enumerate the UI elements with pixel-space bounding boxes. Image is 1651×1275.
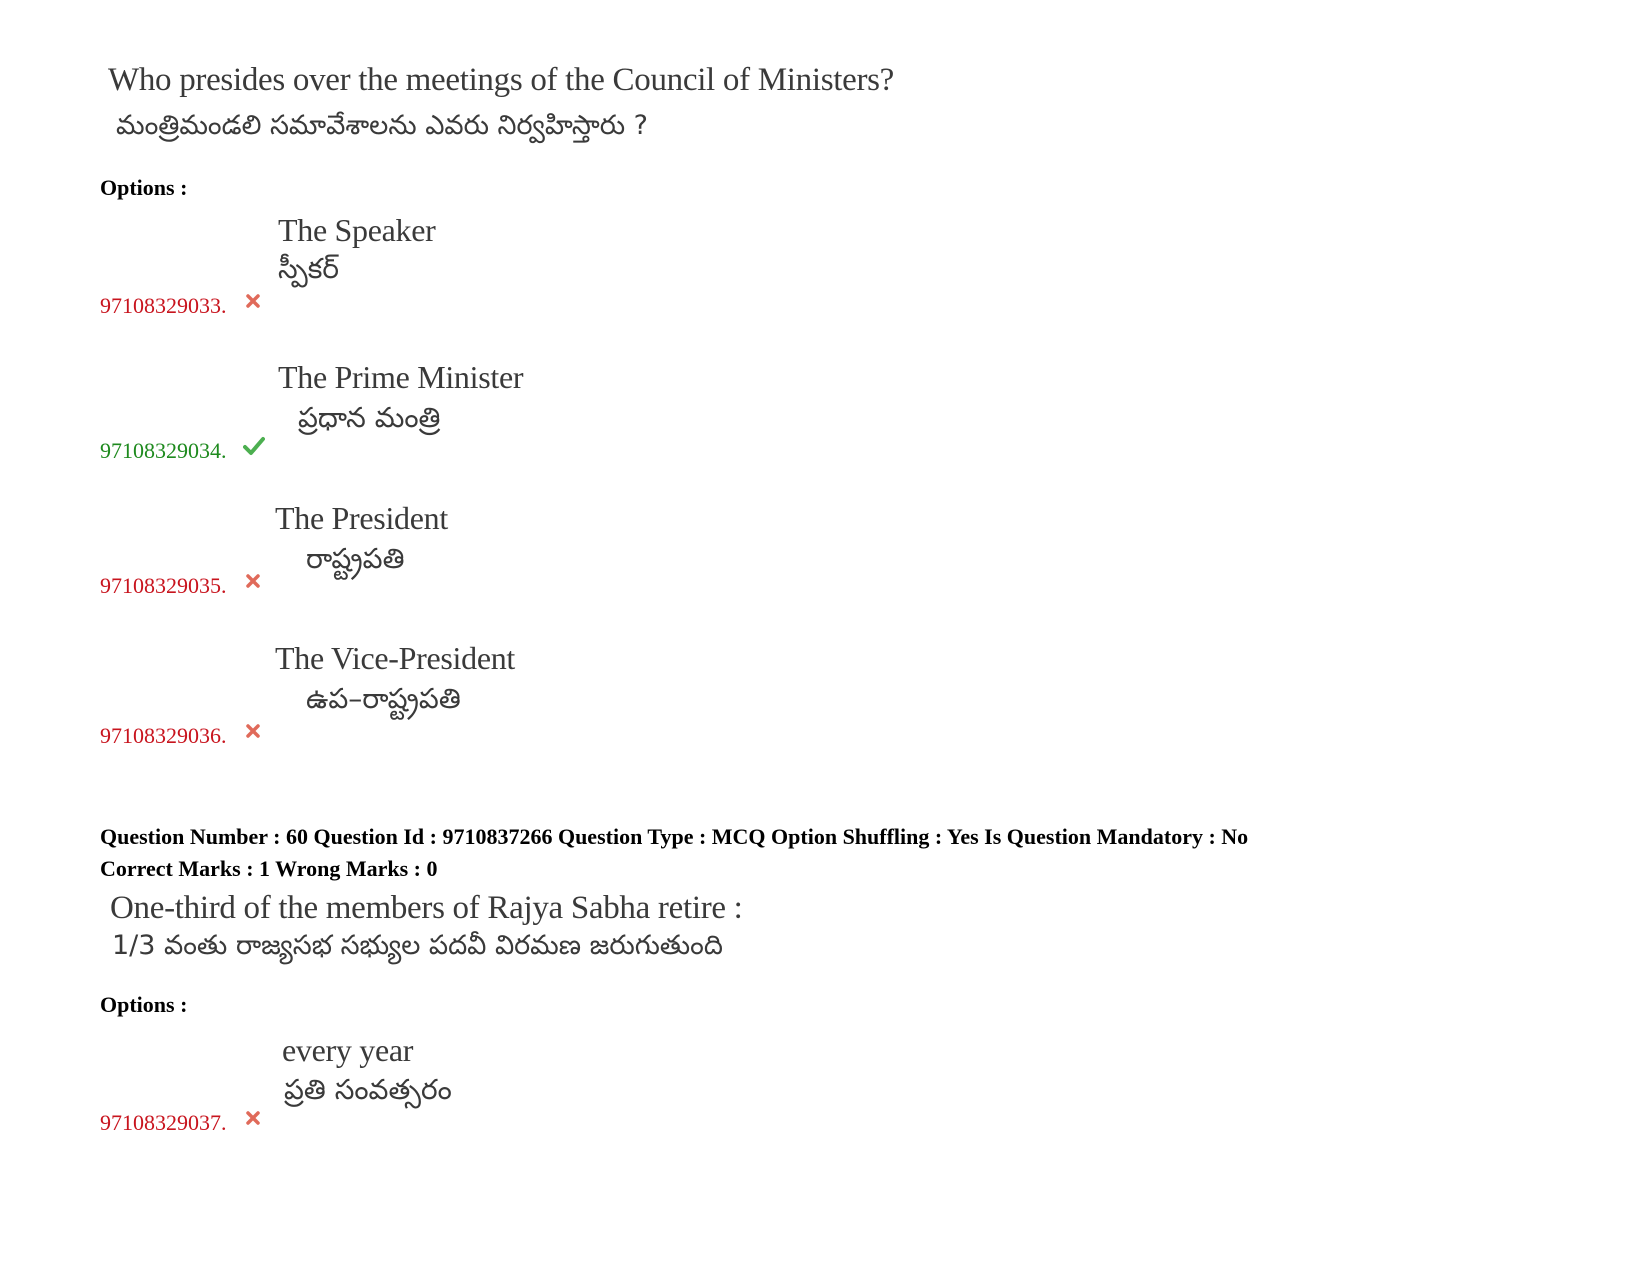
option-text-en: The Speaker — [278, 212, 436, 248]
option-id: 97108329034. — [100, 438, 227, 463]
question-text-en: One-third of the members of Rajya Sabha retire : — [110, 890, 743, 926]
option-text-te: ఉప–రాష్ట్రపతి — [306, 682, 461, 715]
option-text-te: స్పీకర్ — [278, 252, 340, 285]
option-id: 97108329035. — [100, 573, 227, 598]
option-id: 97108329033. — [100, 293, 227, 318]
options-label: Options : — [100, 992, 188, 1017]
cross-icon — [245, 293, 261, 309]
option-text-te: ప్రతి సంవత్సరం — [284, 1073, 452, 1106]
option-id: 97108329036. — [100, 723, 227, 748]
option-text-en: The President — [275, 500, 448, 536]
cross-icon — [245, 723, 261, 739]
question-text-en: Who presides over the meetings of the Council of Ministers? — [108, 62, 895, 98]
option-text-en: The Vice-President — [275, 640, 516, 676]
option-text-te: ప్రధాన మంత్రి — [298, 401, 441, 434]
question-meta-line2: Correct Marks : 1 Wrong Marks : 0 — [100, 856, 438, 881]
question-text-te: 1/3 వంతు రాజ్యసభ సభ్యుల పదవీ విరమణ జరుగుతుంది — [112, 930, 723, 961]
option-text-en: The Prime Minister — [278, 359, 524, 395]
question-text-te: మంత్రిమండలి సమావేశాలను ఎవరు నిర్వహిస్తారు ? — [116, 110, 649, 141]
check-icon — [243, 436, 265, 456]
cross-icon — [245, 1110, 261, 1126]
cross-icon — [245, 573, 261, 589]
option-text-en: every year — [282, 1032, 414, 1068]
option-id: 97108329037. — [100, 1110, 227, 1135]
question-meta-line1: Question Number : 60 Question Id : 9710837266 Question Type : MCQ Option Shuffling : Yes Is Question Mandatory : No — [100, 824, 1249, 849]
options-label: Options : — [100, 175, 188, 200]
option-text-te: రాష్ట్రపతి — [306, 542, 405, 575]
